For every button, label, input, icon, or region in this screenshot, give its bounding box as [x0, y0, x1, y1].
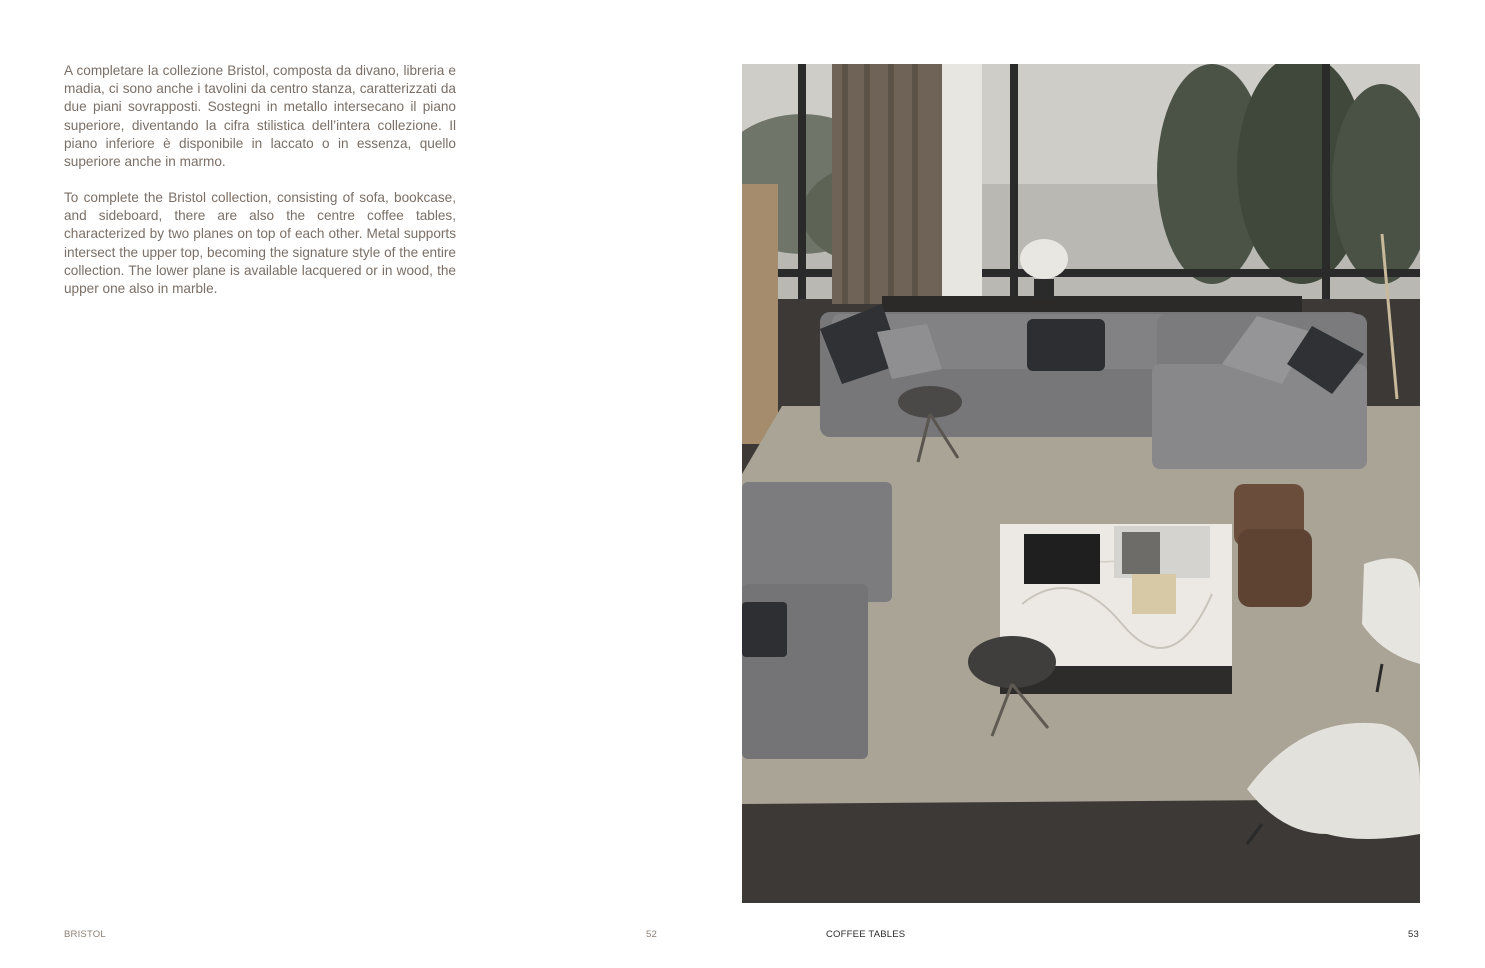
english-paragraph: To complete the Bristol collection, consisting of sofa, bookcase, and sideboard, there are also the centre coffee tables, characterized by two planes on top of each other. Metal supports intersect the upper top, becoming the signature style of the entire collection. The lower plane is available lacquered or in wood, the upper one also in marble. [64, 190, 456, 297]
living-room-illustration [742, 64, 1420, 903]
footer-section-label: COFFEE TABLES [826, 929, 906, 940]
italian-paragraph: A completare la collezione Bristol, composta da divano, libreria e madia, ci sono anche i tavolini da centro stanza, caratterizzati da due piani sovrapposti. Sostegni in metallo intersecano il piano superiore, diventando la cifra stilistica dell’intera collezione. Il piano inferiore è disponibile in laccato o in essenza, quello superiore anche in marmo. [64, 63, 456, 170]
living-room-photo [742, 64, 1420, 903]
left-page [0, 0, 742, 968]
footer-collection-label: BRISTOL [64, 929, 106, 940]
right-page [742, 0, 1484, 968]
left-page-number: 52 [646, 929, 657, 940]
right-page-number: 53 [1408, 929, 1419, 940]
